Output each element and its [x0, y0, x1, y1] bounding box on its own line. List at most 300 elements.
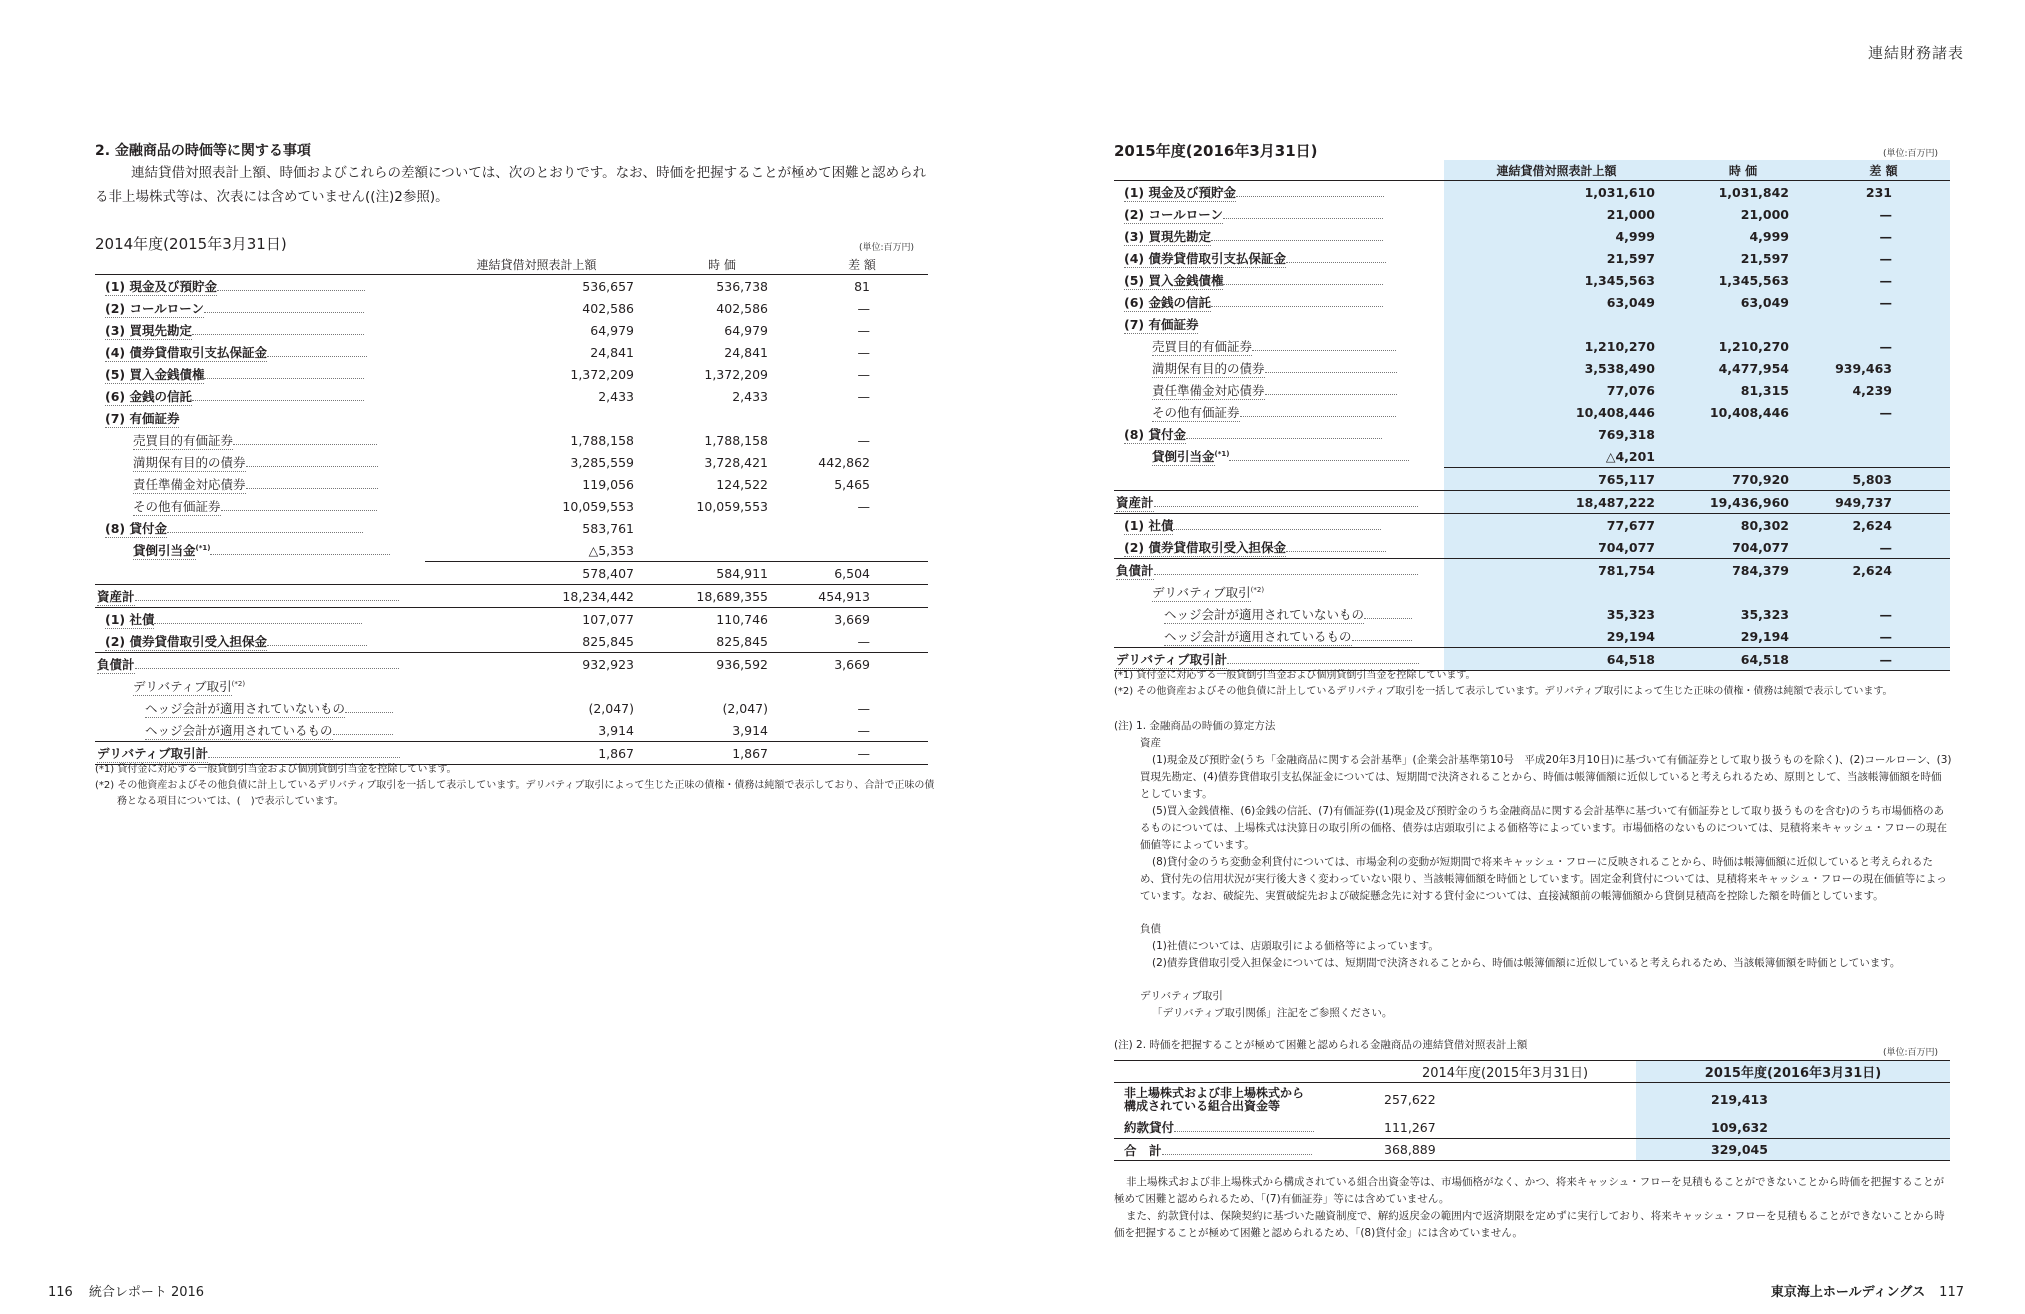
row-label: [95, 319, 425, 341]
cell-2015: 109,632: [1636, 1117, 1950, 1139]
table-header-row: [95, 254, 928, 275]
cell-book-value: 1,788,158: [570, 432, 634, 448]
label-text: 満期保有目的の債券: [133, 454, 246, 470]
table-row: [1114, 468, 1950, 491]
label-text: 資産計: [97, 588, 135, 604]
table-row: [95, 473, 928, 495]
cell-fair-value: 936,592: [648, 653, 796, 676]
cell-difference: —: [1817, 603, 1950, 625]
company-name: 東京海上ホールディングス: [1770, 1285, 1926, 1300]
cell-fair-value: 4,999: [1669, 225, 1817, 247]
label-text: ヘッジ会計が適用されていないもの: [145, 700, 346, 716]
label-text: (6) 金銭の信託: [105, 388, 192, 404]
assets-para-2: (5)買入金銭債権、(6)金銭の信託、(7)有価証券((1)現金及び預貯金のうち金融商品に関する会計基準に基づいて有価証券として取り扱うものを含む)のうち市場価格のあるものについては、上場株式は決算日の取引所の価格、債券は店頭取引による価格等によっています。市場価格のないものについては、見積将来キャッシュ・フローの現在価値等によっています。: [1140, 805, 1948, 851]
table-2014: [95, 254, 928, 765]
cell-book-value: 64,979: [590, 322, 634, 338]
cell-book-value: 825,845: [582, 633, 634, 649]
note-2: (*2) その他資産およびその他負債に計上しているデリバティブ取引を一括して表示しています。デリバティブ取引によって生じた正味の債権・債務は純額で表示しています。: [1114, 686, 1893, 697]
cell-difference: 81: [796, 275, 928, 298]
cell-fair-value: 63,049: [1669, 291, 1817, 313]
cell-book-value: 1,345,563: [1444, 269, 1669, 291]
row-label: [1114, 445, 1444, 468]
table-row: [1114, 445, 1950, 468]
cell-difference: 949,737: [1817, 491, 1950, 514]
cell-book-value: 765,117: [1444, 468, 1669, 491]
note-1: (*1) 貸付金に対応する一般貸倒引当金および個別貸倒引当金を控除しています。: [1114, 670, 1476, 681]
cell-difference: 4,239: [1817, 379, 1950, 401]
cell-book-value: 63,049: [1444, 291, 1669, 313]
table-2015: [1114, 160, 1950, 671]
cell-fair-value: 64,979: [724, 322, 768, 338]
cell-difference: 939,463: [1817, 357, 1950, 379]
cell-book-value: 704,077: [1444, 536, 1669, 559]
label-text: 責任準備金対応債券: [133, 476, 246, 492]
cell-fair-value: [648, 539, 796, 562]
label-text: (5) 買入金銭債権: [105, 366, 205, 382]
row-label: [95, 363, 425, 385]
footnote-ref: (*2): [231, 679, 246, 688]
label-text: (5) 買入金銭債権: [1124, 272, 1224, 288]
cell-difference: —: [1817, 269, 1950, 291]
row-label: [95, 275, 425, 298]
liabilities-label: 負債: [1140, 923, 1161, 935]
label-text: (2) 債券貸借取引受入担保金: [105, 633, 267, 649]
label-text: (2) 債券貸借取引受入担保金: [1124, 539, 1286, 555]
cell-fair-value: 10,408,446: [1669, 401, 1817, 423]
note2-text: [1114, 1174, 1952, 1242]
cell-difference: 3,669: [796, 653, 928, 676]
cell-fair-value: [1669, 423, 1817, 445]
cell-book-value: 29,194: [1444, 625, 1669, 648]
table-row: [95, 275, 928, 298]
label-text: その他有価証券: [1152, 404, 1240, 420]
assets-para-3: (8)貸付金のうち変動金利貸付については、市場金利の変動が短期間で将来キャッシュ・フローに反映されることから、時価は帳簿価額に近似していると考えられるため、貸付先の信用状況が実行後大きく変わっていない限り、当該帳簿価額を時価としています。固定金利貸付については、見積将来キャッシュ・フローの現在価値等によっています。なお、破綻先、実質破綻先および破綻懸念先に対する貸付金については、直接減額前の帳簿価額から貸倒見積高を控除した額を時価としています。: [1140, 856, 1947, 902]
cell-book-value: [425, 407, 648, 429]
label-text: (3) 買現先勘定: [1124, 228, 1211, 244]
cell-difference: 442,862: [818, 454, 870, 470]
table-row: [1114, 313, 1950, 335]
cell-fair-value: 536,738: [648, 275, 796, 298]
cell-book-value: 781,754: [1444, 559, 1669, 582]
cell-book-value: 769,318: [1444, 423, 1669, 445]
row-label: [95, 719, 425, 742]
liabilities-para-1: (1)社債については、店頭取引による価格等によっています。: [1152, 940, 1439, 952]
cell-fair-value: 1,788,158: [704, 432, 768, 448]
cell-fair-value: 29,194: [1669, 625, 1817, 648]
row-label: [1114, 536, 1444, 559]
row-label: [1114, 357, 1444, 379]
footnote-ref: (*2): [1250, 585, 1265, 594]
cell-fair-value: 4,477,954: [1669, 357, 1817, 379]
section-intro: 連結貸借対照表計上額、時価およびこれらの差額については、次のとおりです。なお、時価を把握することが極めて困難と認められる非上場株式等は、次表には含めていません((注)2参照)。: [95, 165, 927, 205]
row-label: [95, 385, 425, 407]
cell-fair-value: 2,433: [732, 388, 768, 404]
table-row: [95, 697, 928, 719]
liabilities-para-2: (2)債券貸借取引受入担保金については、短期間で決済されることから、時価は帳簿価額に近似していると考えられるため、当該帳簿価額を時価としています。: [1152, 957, 1901, 969]
label-text: デリバティブ取引計: [97, 745, 209, 761]
table-row: [95, 429, 928, 451]
note2-col-2014: 2014年度(2015年3月31日): [1421, 1066, 1589, 1081]
col-header-fair: 時 価: [708, 257, 736, 272]
footnote-ref: (*1): [195, 543, 211, 552]
cell-fair-value: 770,920: [1669, 468, 1817, 491]
cell-difference: —: [857, 498, 870, 514]
table-row: [1114, 203, 1950, 225]
label-text: (7) 有価証券: [1124, 316, 1199, 332]
cell-fair-value: 18,689,355: [648, 585, 796, 608]
cell-book-value: △4,201: [1444, 445, 1669, 468]
cell-book-value: 578,407: [425, 562, 648, 585]
total-row: [1114, 491, 1950, 514]
cell-fair-value: 1,210,270: [1669, 335, 1817, 357]
report-name: 統合レポート 2016: [88, 1285, 205, 1300]
cell-book-value: 18,487,222: [1444, 491, 1669, 514]
cell-fair-value: (2,047): [722, 700, 768, 716]
row-label: [95, 341, 425, 363]
cell-2014: 111,267: [1384, 1119, 1436, 1135]
col-header-diff: 差 額: [848, 257, 876, 272]
cell-fair-value: 1,372,209: [704, 366, 768, 382]
cell-book-value: 3,538,490: [1444, 357, 1669, 379]
cell-book-value: 107,077: [425, 608, 648, 631]
cell-book-value: 402,586: [582, 300, 634, 316]
cell-fair-value: 1,867: [648, 742, 796, 765]
cell-book-value: 77,677: [1444, 514, 1669, 537]
label-text: (6) 金銭の信託: [1124, 294, 1211, 310]
cell-book-value: [1444, 313, 1669, 335]
total-row: [1114, 559, 1950, 582]
label-text: 資産計: [1116, 494, 1154, 510]
label-text: デリバティブ取引: [133, 678, 232, 694]
footnote-ref: (*1): [1214, 449, 1230, 458]
total-row: [95, 585, 928, 608]
cell-fair-value: 584,911: [648, 562, 796, 585]
cell-difference: [796, 539, 928, 562]
cell-difference: 3,669: [796, 608, 928, 631]
table-row: [95, 539, 928, 562]
label-text: (8) 貸付金: [1124, 426, 1186, 442]
note2-table: [1114, 1060, 1950, 1161]
row-label-line-1: 非上場株式および非上場株式から: [1124, 1085, 1305, 1100]
cell-difference: —: [1817, 291, 1950, 313]
table-row: [1114, 181, 1950, 204]
label-text: (4) 債券貸借取引支払保証金: [105, 344, 267, 360]
table-row: [1114, 269, 1950, 291]
row-label: [1114, 269, 1444, 291]
cell-fair-value: [1669, 581, 1817, 603]
row-label: [95, 297, 425, 319]
cell-difference: 454,913: [796, 585, 928, 608]
cell-fair-value: [648, 675, 796, 697]
assets-para-1: (1)現金及び預貯金(うち「金融商品に関する会計基準」(企業会計基準第10号 平成20年3月10日)に基づいて有価証券として取り扱うものを除く)、(2)コールローン、(3)買現先勘定、(4)債券貸借取引支払保証金については、短期間で決済されることから、時価は帳簿価額に近似していると考えられるため、原則として、当該帳簿価額を時価としています。: [1140, 754, 1952, 800]
table-row: [1114, 335, 1950, 357]
cell-difference: [1817, 445, 1950, 468]
cell-book-value: (2,047): [588, 700, 634, 716]
label-text: (8) 貸付金: [105, 520, 167, 536]
row-label: [95, 407, 425, 429]
label-text: 責任準備金対応債券: [1152, 382, 1265, 398]
row-label: [95, 585, 425, 608]
cell-fair-value: 784,379: [1669, 559, 1817, 582]
cell-book-value: 1,372,209: [570, 366, 634, 382]
cell-difference: —: [1817, 225, 1950, 247]
row-label: [1114, 379, 1444, 401]
cell-book-value: 3,914: [598, 722, 634, 738]
row-label: [1114, 313, 1444, 335]
cell-book-value: 77,076: [1444, 379, 1669, 401]
row-label: [1114, 468, 1444, 491]
row-label: [95, 451, 425, 473]
row-label: [95, 562, 425, 585]
table-row: [1114, 291, 1950, 313]
cell-fair-value: 124,522: [716, 476, 768, 492]
table-row: [95, 608, 928, 631]
table-row: [1114, 401, 1950, 423]
table-row: [1114, 423, 1950, 445]
label-text: デリバティブ取引計: [1116, 651, 1228, 667]
cell-fair-value: 10,059,553: [696, 498, 768, 514]
label-text: (7) 有価証券: [105, 410, 180, 426]
note2-unit: (単位:百万円): [1883, 1048, 1939, 1058]
table-row: [95, 385, 928, 407]
cell-difference: —: [1817, 203, 1950, 225]
label-text: その他有価証券: [133, 498, 221, 514]
label-text: 貸倒引当金: [1152, 448, 1215, 464]
cell-difference: —: [857, 633, 870, 649]
method-heading: (注) 1. 金融商品の時価の算定方法: [1114, 720, 1276, 732]
note-1: (*1) 貸付金に対応する一般貸倒引当金および個別貸倒引当金を控除しています。: [95, 764, 457, 775]
table-row: [1114, 625, 1950, 648]
row-label: [1114, 181, 1444, 204]
cell-book-value: △5,353: [588, 542, 634, 558]
row-label: [1114, 225, 1444, 247]
row-label: [1114, 625, 1444, 648]
cell-book-value: 119,056: [582, 476, 634, 492]
assets-label: 資産: [1140, 737, 1161, 749]
col-header-diff: 差 額: [1817, 160, 1950, 181]
cell-book-value: 18,234,442: [425, 585, 648, 608]
label-text: ヘッジ会計が適用されていないもの: [1164, 606, 1365, 622]
cell-difference: [1817, 581, 1950, 603]
table-row: [1114, 603, 1950, 625]
col-header-book: 連結貸借対照表計上額: [476, 257, 597, 272]
row-label: [95, 495, 425, 517]
cell-fair-value: 3,728,421: [704, 454, 768, 470]
cell-difference: [796, 407, 928, 429]
table-row: [95, 495, 928, 517]
cell-fair-value: [1669, 313, 1817, 335]
cell-book-value: 10,059,553: [562, 498, 634, 514]
label-text: デリバティブ取引: [1152, 584, 1251, 600]
row-label: [95, 473, 425, 495]
total-row: [95, 653, 928, 676]
table-row: [95, 719, 928, 742]
cell-2015: 329,045: [1636, 1139, 1950, 1161]
table-header-row: [1114, 160, 1950, 181]
cell-difference: —: [857, 432, 870, 448]
table-row: [95, 297, 928, 319]
cell-difference: —: [1817, 625, 1950, 648]
cell-book-value: 35,323: [1444, 603, 1669, 625]
cell-book-value: 932,923: [425, 653, 648, 676]
row-label: [95, 517, 425, 539]
row-label: [95, 539, 425, 562]
label-text: ヘッジ会計が適用されているもの: [1164, 628, 1352, 644]
table-row: [95, 363, 928, 385]
cell-fair-value: 64,518: [1669, 648, 1817, 671]
cell-fair-value: 21,000: [1669, 203, 1817, 225]
cell-difference: 5,465: [834, 476, 870, 492]
cell-fair-value: [648, 407, 796, 429]
table-row: [95, 407, 928, 429]
label-text: 負債計: [97, 656, 135, 672]
cell-difference: [1817, 313, 1950, 335]
table-row: [95, 562, 928, 585]
table-row: [1114, 357, 1950, 379]
cell-book-value: 2,433: [598, 388, 634, 404]
row-label: [95, 675, 425, 697]
table-2015-notes: [1114, 668, 1954, 700]
cell-book-value: [425, 675, 648, 697]
cell-book-value: [1444, 581, 1669, 603]
table-2014-unit: (単位:百万円): [859, 243, 915, 253]
row-label: [1114, 423, 1444, 445]
label-text: (3) 買現先勘定: [105, 322, 192, 338]
cell-difference: 2,624: [1817, 559, 1950, 582]
label-text: (1) 現金及び預貯金: [105, 278, 217, 294]
table-2014-notes: [95, 762, 935, 810]
cell-difference: —: [1817, 247, 1950, 269]
col-header-book: 連結貸借対照表計上額: [1444, 160, 1669, 181]
row-label: [1114, 603, 1444, 625]
section-header: 連結財務諸表: [1867, 44, 1964, 62]
cell-difference: [796, 675, 928, 697]
cell-difference: 6,504: [796, 562, 928, 585]
cell-difference: 2,624: [1817, 514, 1950, 537]
cell-2014: 368,889: [1384, 1142, 1436, 1157]
method-notes: [1114, 718, 1952, 1022]
cell-difference: —: [857, 366, 870, 382]
cell-fair-value: [1669, 445, 1817, 468]
cell-book-value: 21,597: [1444, 247, 1669, 269]
label-text: 売買目的有価証券: [1152, 338, 1253, 354]
cell-2015: 219,413: [1636, 1083, 1950, 1117]
cell-difference: —: [857, 700, 870, 716]
cell-difference: —: [857, 344, 870, 360]
col-header-fair: 時 価: [1669, 160, 1817, 181]
cell-book-value: 21,000: [1444, 203, 1669, 225]
table-row: [1114, 1117, 1950, 1139]
cell-difference: —: [857, 322, 870, 338]
row-label: [1114, 559, 1444, 582]
cell-fair-value: 3,914: [732, 722, 768, 738]
cell-fair-value: 81,315: [1669, 379, 1817, 401]
cell-book-value: 583,761: [582, 520, 634, 536]
label-text: 負債計: [1116, 562, 1154, 578]
cell-book-value: 4,999: [1444, 225, 1669, 247]
footer-right: [1771, 1281, 1964, 1300]
derivatives-para-1: 「デリバティブ取引関係」注記をご参照ください。: [1152, 1007, 1393, 1019]
cell-book-value: 1,031,610: [1444, 181, 1669, 204]
cell-difference: —: [1817, 536, 1950, 559]
cell-book-value: 3,285,559: [570, 454, 634, 470]
note2-para-1: 非上場株式および非上場株式から構成されている組合出資金等は、市場価格がなく、かつ、将来キャッシュ・フローを見積もることができないことから時価を把握することが極めて困難と認められるため、「(7)有価証券」等には含めていません。: [1114, 1176, 1945, 1205]
page-number-left: 116: [48, 1285, 73, 1300]
cell-book-value: 1,867: [425, 742, 648, 765]
row-label: [95, 653, 425, 676]
cell-difference: 5,803: [1817, 468, 1950, 491]
table-row: [95, 517, 928, 539]
cell-book-value: 10,408,446: [1444, 401, 1669, 423]
label-text: 売買目的有価証券: [133, 432, 234, 448]
row-label: [1114, 203, 1444, 225]
cell-difference: [796, 517, 928, 539]
cell-difference: —: [857, 300, 870, 316]
page-number-right: 117: [1939, 1285, 1964, 1300]
total-row: [1114, 1139, 1950, 1161]
table-row: [95, 675, 928, 697]
label-text: 貸倒引当金: [133, 542, 196, 558]
cell-fair-value: 80,302: [1669, 514, 1817, 537]
footer-left: [48, 1281, 204, 1300]
row-label: [1114, 1083, 1374, 1117]
cell-fair-value: 1,345,563: [1669, 269, 1817, 291]
row-label: [1114, 247, 1444, 269]
label-text: 満期保有目的の債券: [1152, 360, 1265, 376]
label-text: (1) 社債: [1124, 517, 1174, 533]
label-text: (2) コールローン: [105, 300, 204, 316]
table-row: [95, 630, 928, 653]
note-2: (*2) その他資産およびその他負債に計上しているデリバティブ取引を一括して表示しています。デリバティブ取引によって生じた正味の債権・債務は純額で表示しており、合計で正味の債務となる項目については、( )で表示しています。: [95, 780, 935, 807]
cell-difference: —: [857, 722, 870, 738]
cell-fair-value: 21,597: [1669, 247, 1817, 269]
cell-difference: [1817, 423, 1950, 445]
derivatives-label: デリバティブ取引: [1140, 990, 1223, 1002]
note2-col-2015: 2015年度(2016年3月31日): [1636, 1061, 1950, 1083]
row-label: [1114, 291, 1444, 313]
row-label-line-2: 構成されている組合出資金等: [1124, 1098, 1281, 1113]
cell-fair-value: 402,586: [716, 300, 768, 316]
cell-book-value: 1,210,270: [1444, 335, 1669, 357]
row-label: [1114, 581, 1444, 603]
table-row: [1114, 581, 1950, 603]
row-label: 約款貸付: [1114, 1117, 1374, 1139]
label-text: (4) 債券貸借取引支払保証金: [1124, 250, 1286, 266]
note2-para-2: また、約款貸付は、保険契約に基づいた融資制度で、解約返戻金の範囲内で返済期限を定めずに実行しており、将来キャッシュ・フローを見積もることができないことから時価を把握することが極めて困難と認められるため、「(8)貸付金」には含めていません。: [1114, 1210, 1945, 1239]
row-label: [1114, 491, 1444, 514]
row-label: [1114, 401, 1444, 423]
table-2015-unit: (単位:百万円): [1883, 149, 1939, 159]
label-text: (1) 社債: [105, 611, 155, 627]
cell-book-value: 64,518: [1444, 648, 1669, 671]
section-title: 2. 金融商品の時価等に関する事項: [95, 143, 311, 159]
row-label: [1114, 335, 1444, 357]
cell-difference: —: [857, 388, 870, 404]
note2-heading: (注) 2. 時価を把握することが極めて困難と認められる金融商品の連結貸借対照表計上額: [1114, 1039, 1528, 1051]
cell-book-value: 536,657: [425, 275, 648, 298]
cell-2014: 257,622: [1384, 1092, 1436, 1108]
cell-difference: —: [1817, 648, 1950, 671]
cell-fair-value: 704,077: [1669, 536, 1817, 559]
table-row: [1114, 247, 1950, 269]
row-label: 合 計: [1114, 1139, 1374, 1161]
table-2014-title: 2014年度(2015年3月31日): [95, 235, 287, 253]
cell-fair-value: 1,031,842: [1669, 181, 1817, 204]
cell-difference: 231: [1817, 181, 1950, 204]
table-row: [1114, 1083, 1950, 1117]
row-label: [95, 429, 425, 451]
table-row: [1114, 536, 1950, 559]
